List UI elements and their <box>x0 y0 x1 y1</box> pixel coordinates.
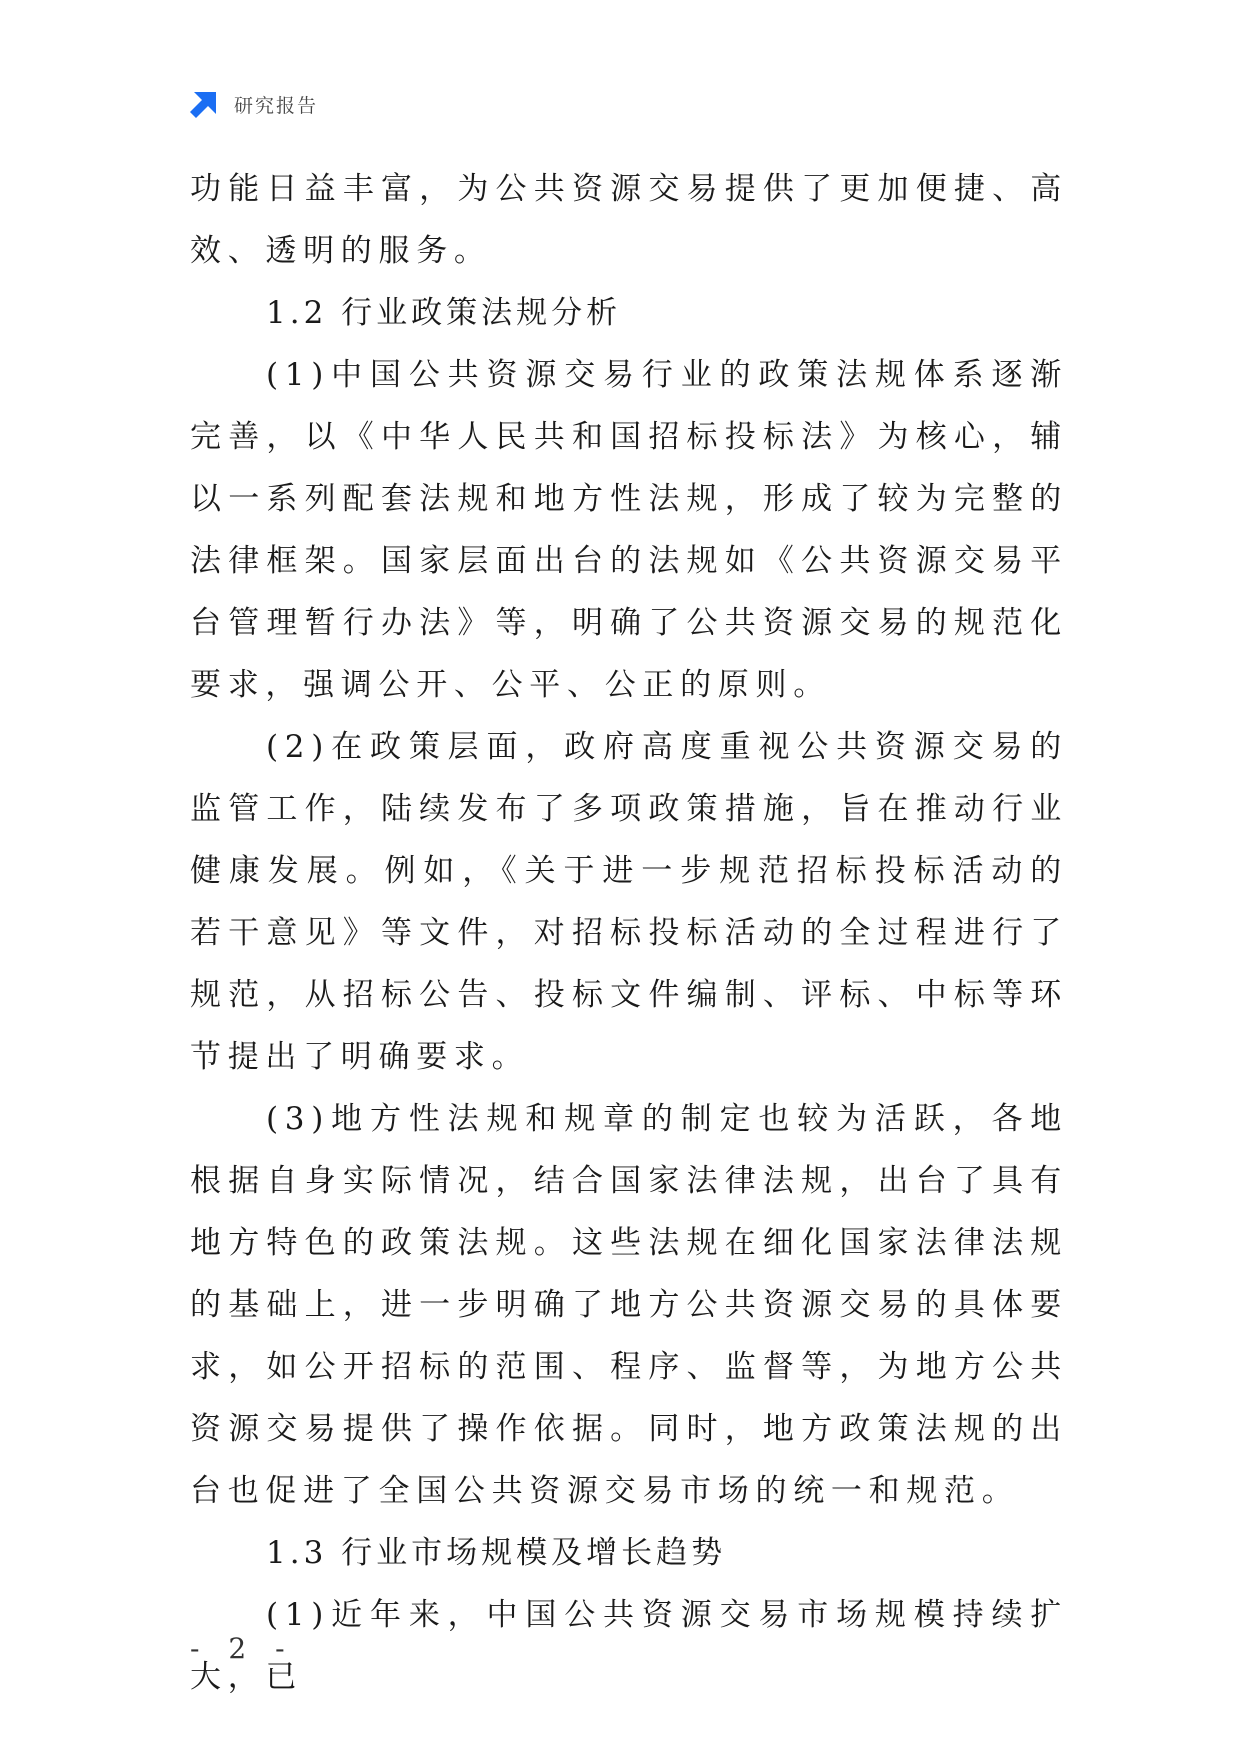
paragraph-3: (3)地方性法规和规章的制定也较为活跃，各地根据自身实际情况，结合国家法律法规，出台了具有地方特色的政策法规。这些法规在细化国家法律法规的基础上，进一步明确了地方公共资源交易的具体要求，如公开招标的范围、程序、监督等，为地方公共资源交易提供了操作依据。同时，地方政策法规的出台也促进了全国公共资源交易市场的统一和规范。 <box>190 1101 1068 1509</box>
paragraph-2: (2)在政策层面，政府高度重视公共资源交易的监管工作，陆续发布了多项政策措施，旨在推动行业健康发展。例如，《关于进一步规范招标投标活动的若干意见》等文件，对招标投标活动的全过程进行了规范，从招标公告、投标文件编制、评标、中标等环节提出了明确要求。 <box>190 729 1068 1075</box>
document-body <box>190 158 1068 1708</box>
section-heading-1-3: 1.3 行业市场规模及增长趋势 <box>266 1535 727 1571</box>
page-header <box>188 88 318 120</box>
arrow-up-right-icon <box>188 88 220 120</box>
paragraph-1: (1)中国公共资源交易行业的政策法规体系逐渐完善，以《中华人民共和国招标投标法》为核心，辅以一系列配套法规和地方性法规，形成了较为完整的法律框架。国家层面出台的法规如《公共资源交易平台管理暂行办法》等，明确了公共资源交易的规范化要求，强调公开、公平、公正的原则。 <box>190 357 1068 703</box>
section-heading-1-2: 1.2 行业政策法规分析 <box>266 295 622 331</box>
paragraph-4: (1)近年来，中国公共资源交易市场规模持续扩大，已 <box>190 1597 1068 1695</box>
paragraph-continuation: 功能日益丰富，为公共资源交易提供了更加便捷、高效、透明的服务。 <box>190 171 1068 269</box>
header-title: 研究报告 <box>234 94 319 117</box>
page-number: - 2 - <box>190 1632 295 1665</box>
